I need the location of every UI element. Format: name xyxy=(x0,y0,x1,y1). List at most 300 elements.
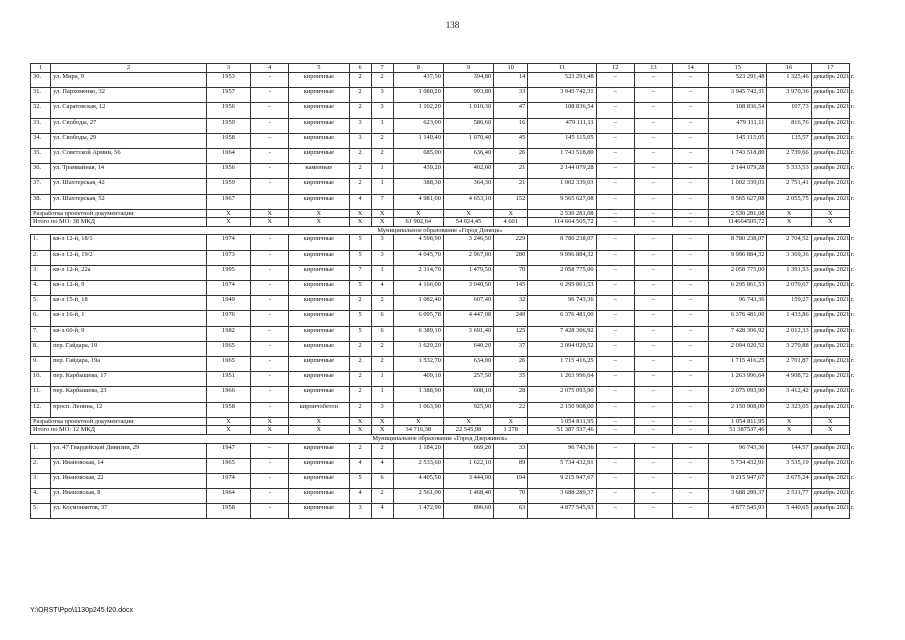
table-cell: – xyxy=(634,372,672,387)
table-cell: ул. Мира, 9 xyxy=(51,73,207,88)
table-cell: 4 405,50 xyxy=(393,473,443,488)
table-row xyxy=(31,372,850,387)
table-cell: 623,00 xyxy=(393,118,443,133)
table-cell: 1 715 416,25 xyxy=(528,356,596,371)
table-cell: 5 xyxy=(349,326,371,341)
table-cell: 479 111,11 xyxy=(709,118,767,133)
table-cell: кирпичные xyxy=(289,194,349,209)
table-cell: – xyxy=(596,88,634,103)
table-cell: 4 447,08 xyxy=(443,311,493,326)
summary-cell: – xyxy=(634,417,672,426)
table-cell: 5 734 432,91 xyxy=(709,458,767,473)
summary-label: Итого по МО: 12 МКД xyxy=(31,426,207,435)
table-cell: 21 xyxy=(494,164,528,179)
table-cell: 2 xyxy=(349,443,371,458)
table-row xyxy=(31,235,850,250)
summary-cell: X xyxy=(494,417,528,426)
table-cell: 2 xyxy=(349,356,371,371)
summary-label: Разработка проектной документации xyxy=(31,209,207,218)
column-number: 11 xyxy=(528,64,596,73)
table-cell: декабрь 2021 г. xyxy=(811,387,849,402)
table-cell: 38. xyxy=(31,194,51,209)
table-cell: - xyxy=(251,179,289,194)
table-cell: декабрь 2021 г. xyxy=(811,326,849,341)
table-cell: 32 xyxy=(494,296,528,311)
table-cell: 1 xyxy=(371,372,393,387)
summary-cell: X xyxy=(251,209,289,218)
table-cell: 1 xyxy=(371,118,393,133)
table-cell: 993,80 xyxy=(443,88,493,103)
table-cell: 523 291,48 xyxy=(709,73,767,88)
table-row xyxy=(31,194,850,209)
table-cell: 145 115,05 xyxy=(709,133,767,148)
table-cell: кирпичные xyxy=(289,458,349,473)
table-cell: 5 xyxy=(349,281,371,296)
summary-cell: X xyxy=(251,426,289,435)
table-cell: 636,40 xyxy=(443,148,493,163)
table-cell: 2 xyxy=(349,179,371,194)
table-cell: 2 751,41 xyxy=(767,179,811,194)
summary-cell: X xyxy=(767,209,811,218)
table-cell: 2 xyxy=(349,296,371,311)
table-cell: 28 xyxy=(494,387,528,402)
table-cell: – xyxy=(596,148,634,163)
summary-row xyxy=(31,209,850,218)
table-cell: 31. xyxy=(31,88,51,103)
summary-cell: 34 716,38 xyxy=(393,426,443,435)
table-cell: 26 xyxy=(494,148,528,163)
table-cell: - xyxy=(251,73,289,88)
table-cell: декабрь 2021 г. xyxy=(811,402,849,417)
column-number: 2 xyxy=(51,64,207,73)
table-cell: 607,40 xyxy=(443,296,493,311)
table-cell: кв-л 12-й, 9 xyxy=(51,281,207,296)
table-cell: 1974 xyxy=(206,235,250,250)
table-cell: кирпичные xyxy=(289,281,349,296)
table-cell: 280 xyxy=(494,250,528,265)
table-cell: 1964 xyxy=(206,489,250,504)
summary-cell: X xyxy=(494,209,528,218)
table-cell: 1 070,40 xyxy=(443,133,493,148)
table-cell: 388,30 xyxy=(393,179,443,194)
table-cell: 1 479,50 xyxy=(443,265,493,280)
table-cell: 2 055,75 xyxy=(767,194,811,209)
column-number: 9 xyxy=(443,64,493,73)
table-cell: 2 739,66 xyxy=(767,148,811,163)
table-cell: 1959 xyxy=(206,118,250,133)
table-cell: - xyxy=(251,341,289,356)
table-cell: 8 780 238,07 xyxy=(528,235,596,250)
table-cell: 3. xyxy=(31,473,51,488)
table-cell: 1973 xyxy=(206,250,250,265)
table-cell: 7 xyxy=(371,194,393,209)
summary-cell: 114664505,72 xyxy=(709,218,767,227)
table-cell: 1964 xyxy=(206,148,250,163)
table-cell: – xyxy=(634,326,672,341)
table-cell: – xyxy=(672,103,708,118)
table-cell: – xyxy=(596,372,634,387)
table-cell: – xyxy=(596,179,634,194)
table-cell: кирпичные xyxy=(289,88,349,103)
table-cell: 144,57 xyxy=(767,443,811,458)
table-cell: кирпичные xyxy=(289,73,349,88)
table-cell: – xyxy=(672,88,708,103)
table-cell: – xyxy=(634,443,672,458)
table-cell: - xyxy=(251,504,289,519)
table-cell: – xyxy=(672,326,708,341)
table-cell: – xyxy=(251,103,289,118)
table-cell: 9 215 947,67 xyxy=(709,473,767,488)
table-cell: 89 xyxy=(494,458,528,473)
table-cell: декабрь 2021 г. xyxy=(811,311,849,326)
table-cell: ул. Шахтерская, 52 xyxy=(51,194,207,209)
table-cell: 33 xyxy=(494,443,528,458)
table-cell: декабрь 2021 г. xyxy=(811,372,849,387)
table-cell: 3 369,36 xyxy=(767,250,811,265)
table-cell: 4 xyxy=(371,458,393,473)
table-cell: 96 743,36 xyxy=(709,443,767,458)
table-cell: 2 094 020,52 xyxy=(528,341,596,356)
table-cell: 3 xyxy=(371,250,393,265)
table-cell: – xyxy=(672,296,708,311)
table-cell: 1 263 996,64 xyxy=(528,372,596,387)
table-cell: кирпичные xyxy=(289,148,349,163)
table-cell: 1 532,70 xyxy=(393,356,443,371)
table-cell: – xyxy=(596,504,634,519)
table-cell: - xyxy=(251,489,289,504)
summary-cell: 1 278 xyxy=(494,426,528,435)
table-cell: 1 433,86 xyxy=(767,311,811,326)
summary-cell: 1 054 811,95 xyxy=(709,417,767,426)
table-cell: – xyxy=(251,133,289,148)
table-cell: 5 xyxy=(349,473,371,488)
table-cell: 257,50 xyxy=(443,372,493,387)
table-cell: 145 xyxy=(494,281,528,296)
column-number: 3 xyxy=(206,64,250,73)
summary-cell: 1 054 811,95 xyxy=(528,417,596,426)
table-cell: 2 xyxy=(371,341,393,356)
table-cell: 402,00 xyxy=(443,164,493,179)
table-cell: - xyxy=(251,265,289,280)
table-cell: – xyxy=(672,148,708,163)
table-cell: 3 535,19 xyxy=(767,458,811,473)
table-cell: – xyxy=(634,296,672,311)
table-cell: 9 215 947,67 xyxy=(528,473,596,488)
table-cell: 4. xyxy=(31,489,51,504)
summary-label: Итого по МО: 38 МКД xyxy=(31,218,207,227)
summary-cell: X xyxy=(289,218,349,227)
table-cell: кирпичные xyxy=(289,443,349,458)
table-row xyxy=(31,341,850,356)
table-cell: – xyxy=(634,473,672,488)
table-cell: 2 xyxy=(349,387,371,402)
table-cell: – xyxy=(251,443,289,458)
summary-row xyxy=(31,417,850,426)
table-cell: 2 144 079,28 xyxy=(528,164,596,179)
table-cell: 4 877 545,93 xyxy=(528,504,596,519)
table-cell: - xyxy=(251,296,289,311)
table-cell: - xyxy=(251,281,289,296)
table-cell: – xyxy=(672,133,708,148)
table-cell: ул. Советской Армии, 56 xyxy=(51,148,207,163)
table-cell: 1 743 518,80 xyxy=(709,148,767,163)
table-cell: 3 xyxy=(371,235,393,250)
table-cell: ул. Космонавтов, 37 xyxy=(51,504,207,519)
table-cell: 125 xyxy=(494,326,528,341)
table-cell: - xyxy=(251,311,289,326)
summary-cell: – xyxy=(672,426,708,435)
table-cell: декабрь 2021 г. xyxy=(811,148,849,163)
table-cell: – xyxy=(634,311,672,326)
summary-cell: X xyxy=(251,218,289,227)
table-cell: – xyxy=(672,387,708,402)
summary-cell: X xyxy=(206,209,250,218)
summary-cell: X xyxy=(206,417,250,426)
table-cell: 1 715 416,25 xyxy=(709,356,767,371)
table-cell: 3 xyxy=(371,402,393,417)
summary-cell: X xyxy=(371,417,393,426)
table-cell: 152 xyxy=(494,194,528,209)
table-cell: 30. xyxy=(31,73,51,88)
table-cell: 2 xyxy=(349,103,371,118)
table-cell: 3 xyxy=(349,504,371,519)
table-cell: 1 002 339,03 xyxy=(528,179,596,194)
table-cell: 2 xyxy=(349,341,371,356)
summary-cell: 54 024,45 xyxy=(443,218,493,227)
table-cell: – xyxy=(634,356,672,371)
table-cell: декабрь 2021 г. xyxy=(811,443,849,458)
table-cell: кирпичные xyxy=(289,118,349,133)
table-cell: кирпичные xyxy=(289,235,349,250)
table-cell: 34. xyxy=(31,133,51,148)
table-cell: 229 xyxy=(494,235,528,250)
table-cell: 36. xyxy=(31,164,51,179)
table-cell: 1958 xyxy=(206,402,250,417)
column-number: 12 xyxy=(596,64,634,73)
table-cell: – xyxy=(596,118,634,133)
table-cell: – xyxy=(634,489,672,504)
table-cell: 925,90 xyxy=(443,402,493,417)
table-cell: 3 945 742,31 xyxy=(528,88,596,103)
table-cell: 608,10 xyxy=(443,387,493,402)
table-row xyxy=(31,164,850,179)
summary-cell: X xyxy=(349,209,371,218)
summary-cell: X xyxy=(349,218,371,227)
table-cell: – xyxy=(672,179,708,194)
table-cell: – xyxy=(596,489,634,504)
table-cell: 1982 xyxy=(206,326,250,341)
table-cell: 4 166,00 xyxy=(393,281,443,296)
table-cell: 1 263 996,64 xyxy=(709,372,767,387)
table-cell: 2 075 093,90 xyxy=(709,387,767,402)
table-cell: ул. Свободы, 27 xyxy=(51,118,207,133)
table-cell: 2 xyxy=(371,296,393,311)
table-cell: 3 412,42 xyxy=(767,387,811,402)
table-cell: – xyxy=(596,194,634,209)
table-cell: 10. xyxy=(31,372,51,387)
table-cell: 1957 xyxy=(206,88,250,103)
table-cell: 4 877 545,93 xyxy=(709,504,767,519)
table-cell: 2 012,33 xyxy=(767,326,811,341)
table-cell: – xyxy=(634,402,672,417)
table-cell: 3. xyxy=(31,265,51,280)
table-cell: - xyxy=(251,88,289,103)
table-cell: 4 xyxy=(371,504,393,519)
column-number: 10 xyxy=(494,64,528,73)
table-cell: декабрь 2021 г. xyxy=(811,103,849,118)
table-cell: - xyxy=(251,402,289,417)
table-row xyxy=(31,489,850,504)
table-cell: – xyxy=(634,88,672,103)
summary-cell: X xyxy=(443,209,493,218)
table-cell: 2 701,87 xyxy=(767,356,811,371)
table-cell: – xyxy=(634,250,672,265)
table-cell: декабрь 2021 г. xyxy=(811,73,849,88)
table-cell: – xyxy=(596,250,634,265)
table-cell: 3 688 289,37 xyxy=(528,489,596,504)
table-cell: – xyxy=(596,296,634,311)
table-cell: 2 533,60 xyxy=(393,458,443,473)
table-cell: – xyxy=(596,443,634,458)
table-row xyxy=(31,73,850,88)
table-cell: – xyxy=(672,311,708,326)
table-row xyxy=(31,458,850,473)
table-cell: 896,60 xyxy=(443,504,493,519)
table-cell: 70 xyxy=(494,265,528,280)
summary-cell: 114 664 505,72 xyxy=(528,218,596,227)
table-cell: 6 xyxy=(371,326,393,341)
summary-cell: X xyxy=(811,426,849,435)
table-cell: 3 xyxy=(349,118,371,133)
table-cell: 1 622,10 xyxy=(443,458,493,473)
table-cell: кирпичные xyxy=(289,250,349,265)
table-cell: кв-л 12-й, 22а xyxy=(51,265,207,280)
table-cell: 2 150 908,00 xyxy=(528,402,596,417)
table-cell: 2 314,70 xyxy=(393,265,443,280)
table-row xyxy=(31,296,850,311)
summary-cell: X xyxy=(371,426,393,435)
table-cell: – xyxy=(596,73,634,88)
summary-cell: X xyxy=(251,417,289,426)
summary-cell: 22 545,98 xyxy=(443,426,493,435)
table-cell: 2. xyxy=(31,458,51,473)
table-cell: 7 428 306,92 xyxy=(528,326,596,341)
table-row xyxy=(31,311,850,326)
table-cell: 7 xyxy=(349,265,371,280)
table-cell: 22 xyxy=(494,402,528,417)
table-row xyxy=(31,326,850,341)
table-cell: пер. Гайдара, 19 xyxy=(51,341,207,356)
table-cell: 4 981,00 xyxy=(393,194,443,209)
table-cell: кирпичные xyxy=(289,387,349,402)
table-cell: 32. xyxy=(31,103,51,118)
table-cell: 1 063,90 xyxy=(393,402,443,417)
table-cell: 4. xyxy=(31,281,51,296)
table-cell: 5 333,53 xyxy=(767,164,811,179)
table-cell: 1 743 518,80 xyxy=(528,148,596,163)
table-cell: – xyxy=(634,341,672,356)
column-number: 16 xyxy=(767,64,811,73)
table-cell: 1967 xyxy=(206,194,250,209)
section-row xyxy=(31,226,850,235)
summary-cell: X xyxy=(811,209,849,218)
table-cell: – xyxy=(672,235,708,250)
table-cell: 5. xyxy=(31,504,51,519)
table-cell: 9 996 884,32 xyxy=(709,250,767,265)
table-cell: 523 291,48 xyxy=(528,73,596,88)
table-cell: – xyxy=(672,194,708,209)
table-cell: 14 xyxy=(494,73,528,88)
table-cell: 1 472,90 xyxy=(393,504,443,519)
table-cell: 1974 xyxy=(206,473,250,488)
table-cell: 6 xyxy=(371,311,393,326)
table-cell: 249 xyxy=(494,311,528,326)
column-number: 17 xyxy=(811,64,849,73)
table-cell: 70 xyxy=(494,489,528,504)
table-cell: декабрь 2021 г. xyxy=(811,179,849,194)
table-cell: кирпичные xyxy=(289,326,349,341)
summary-cell: X xyxy=(206,426,250,435)
table-cell: кв-л 15-й, 18 xyxy=(51,296,207,311)
table-cell: 3 970,36 xyxy=(767,88,811,103)
column-number: 5 xyxy=(289,64,349,73)
table-cell: декабрь 2021 г. xyxy=(811,458,849,473)
table-cell: пер. Карбышева, 23 xyxy=(51,387,207,402)
summary-cell: – xyxy=(596,209,634,218)
table-cell: 8. xyxy=(31,341,51,356)
table-cell: 2 xyxy=(371,133,393,148)
table-cell: 1 080,20 xyxy=(393,88,443,103)
table-cell: кирпичные xyxy=(289,473,349,488)
table-cell: 1 325,46 xyxy=(767,73,811,88)
table-cell: 1965 xyxy=(206,458,250,473)
table-row xyxy=(31,118,850,133)
table-cell: 669,20 xyxy=(443,443,493,458)
table-cell: 4 908,72 xyxy=(767,372,811,387)
table-cell: – xyxy=(596,458,634,473)
table-cell: 6. xyxy=(31,311,51,326)
table-cell: 2 xyxy=(371,148,393,163)
section-row xyxy=(31,434,850,443)
table-row xyxy=(31,103,850,118)
summary-cell: – xyxy=(672,218,708,227)
table-cell: 2 144 079,28 xyxy=(709,164,767,179)
table-cell: 1 xyxy=(371,265,393,280)
table-cell: 63 xyxy=(494,504,528,519)
summary-cell: X xyxy=(289,417,349,426)
table-cell: 4 045,70 xyxy=(393,250,443,265)
table-cell: 1947 xyxy=(206,443,250,458)
table-cell: – xyxy=(634,133,672,148)
table-cell: 685,00 xyxy=(393,148,443,163)
table-cell: 2 511,77 xyxy=(767,489,811,504)
table-cell: 1966 xyxy=(206,387,250,402)
table-cell: 634,90 xyxy=(443,356,493,371)
table-cell: 1956 xyxy=(206,103,250,118)
table-cell: 37. xyxy=(31,179,51,194)
table-cell: 3 444,90 xyxy=(443,473,493,488)
table-cell: 5 xyxy=(349,250,371,265)
table-cell: 2 561,00 xyxy=(393,489,443,504)
table-cell: 1956 xyxy=(206,164,250,179)
table-cell: 6 295 861,53 xyxy=(709,281,767,296)
table-cell: – xyxy=(596,341,634,356)
table-cell: декабрь 2021 г. xyxy=(811,133,849,148)
table-cell: 2 967,00 xyxy=(443,250,493,265)
table-cell: кирпичные xyxy=(289,296,349,311)
table-cell: декабрь 2021 г. xyxy=(811,356,849,371)
table-cell: 6 xyxy=(371,473,393,488)
